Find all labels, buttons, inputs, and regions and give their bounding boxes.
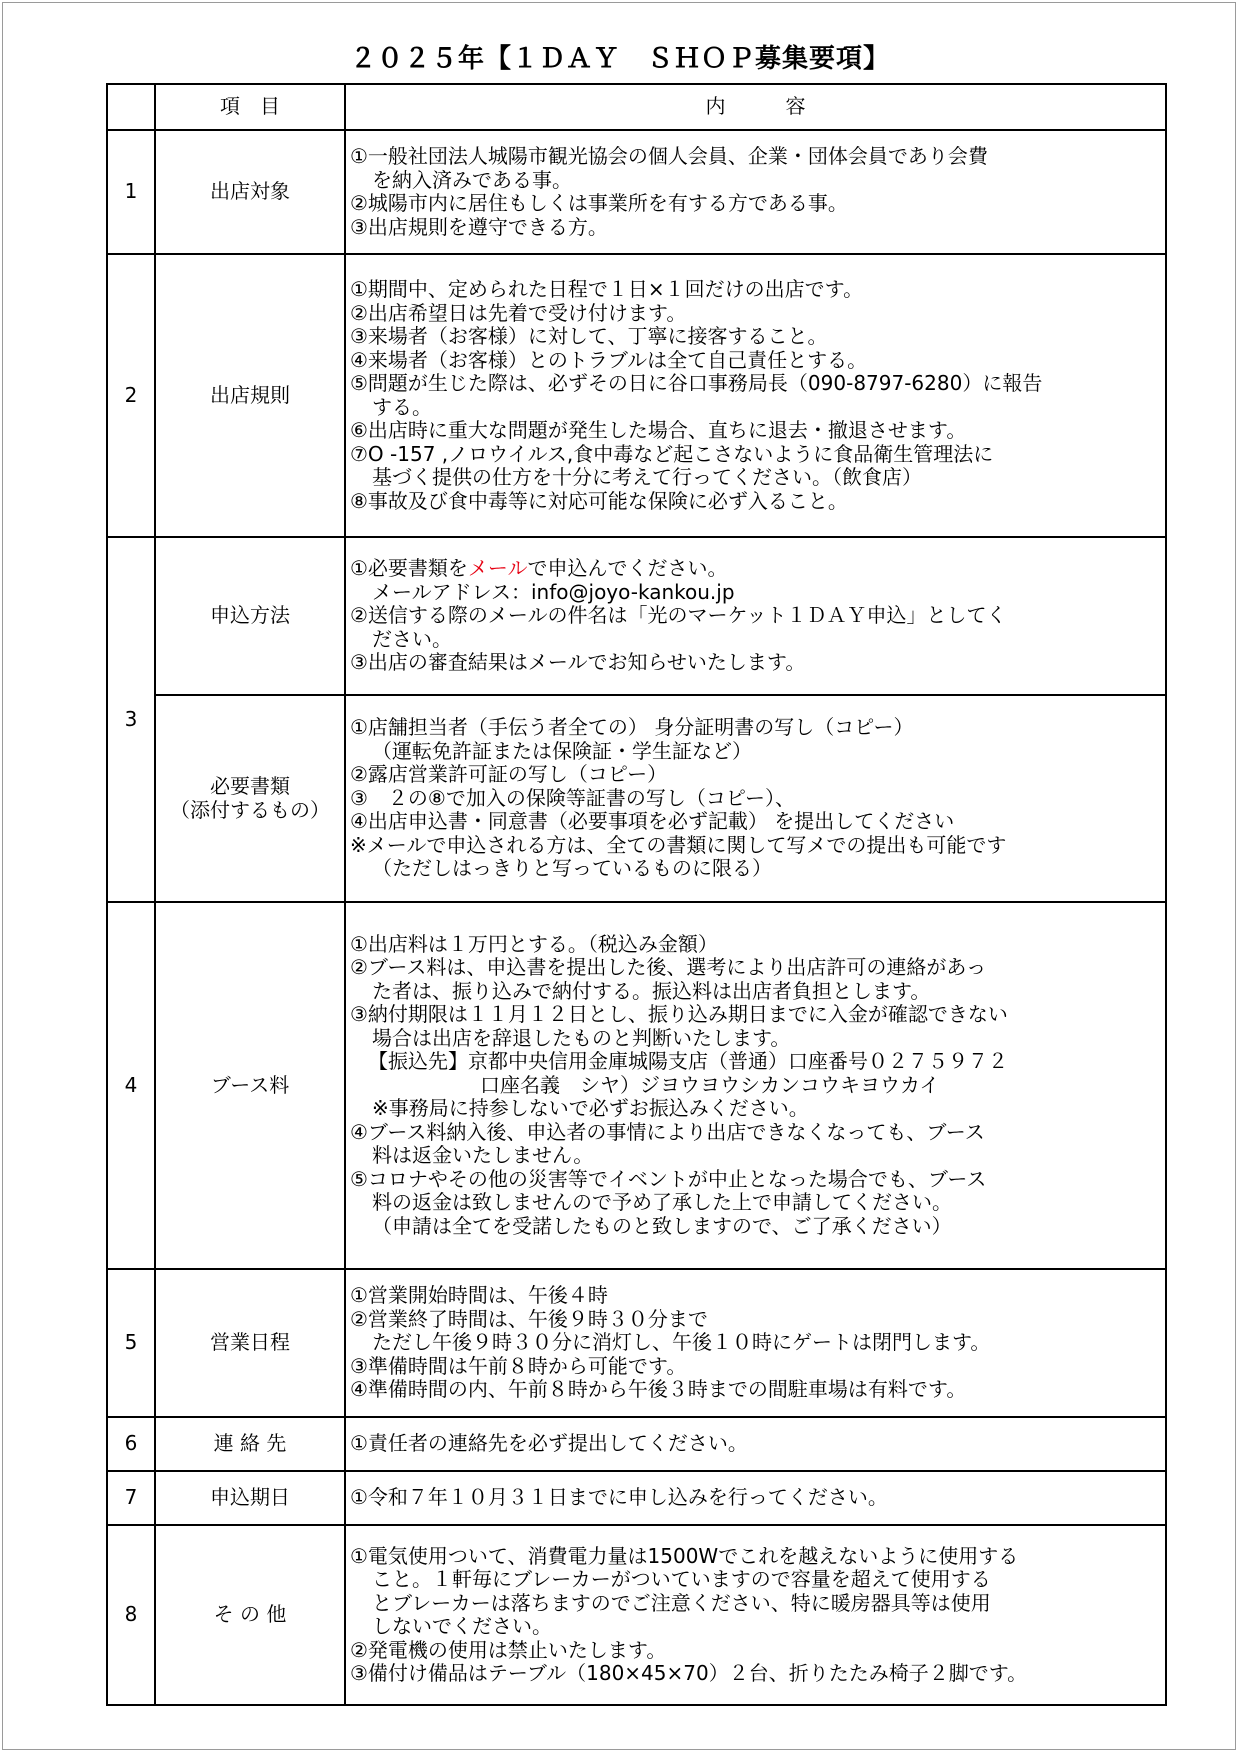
content-line: とブレーカーは落ちますのでご注意ください、特に暖房器具等は使用: [372, 1590, 991, 1615]
row-content: [345, 1417, 1166, 1471]
table-row: [107, 695, 1166, 902]
row-item: [155, 695, 345, 902]
content-line: ③来場者（お客様）に対して、丁寧に接客すること。: [350, 324, 828, 348]
content-line: ①出店料は１万円とする。（税込み金額）: [350, 931, 718, 956]
row-item: ブース料: [155, 902, 345, 1269]
table-row: [107, 537, 1166, 695]
content-line: ①責任者の連絡先を必ず提出してください。: [350, 1431, 748, 1456]
content-line: ※メールで申込される方は、全ての書類に関して写メでの提出も可能です: [350, 832, 1007, 857]
content-line: （申請は全てを受諾したものと致しますので、ご了承ください）: [372, 1213, 952, 1238]
content-line: ⑤問題が生じた際は、必ずその日に谷口事務局長（090-8797-6280）に報告: [350, 371, 1043, 395]
content-line: ③準備時間は午前８時から可能です。: [350, 1353, 687, 1378]
content-line: ②ブース料は、申込書を提出した後、選考により出店許可の連絡があっ: [350, 955, 987, 980]
row-content: [345, 537, 1166, 695]
header-number-cell: [107, 84, 155, 130]
table-row: [107, 902, 1166, 1269]
row-item: 出店規則: [155, 254, 345, 537]
content-line: ③備付け備品はテーブル（180×45×70）２台、折りたたみ椅子２脚です。: [350, 1661, 1028, 1685]
table-row: [107, 1471, 1166, 1525]
content-line: こと。１軒毎にブレーカーがついていますので容量を超えて使用する: [372, 1567, 991, 1591]
content-line: ⑦O -157 ,ノロウイルス,食中毒など起こさないように食品衛生管理法に: [350, 441, 994, 466]
content-line: ※事務局に持参しないで必ずお振込みください。: [372, 1096, 809, 1121]
table-row: [107, 1269, 1166, 1417]
content-line: 基づく提供の仕方を十分に考えて行ってください。（飲食店）: [372, 465, 922, 489]
row-number: 1: [107, 130, 155, 254]
table-row: [107, 254, 1166, 537]
row-item: そ の 他: [155, 1525, 345, 1705]
content-line: た者は、振り込みで納付する。振込料は出店者負担とします。: [372, 978, 931, 1003]
content-line: する。: [372, 394, 432, 419]
content-line: を納入済みである事。: [372, 167, 572, 192]
row-item: 申込方法: [155, 537, 345, 695]
content-line: ①期間中、定められた日程で１日×１回だけの出店です。: [350, 277, 864, 301]
content-line: ④ブース料納入後、申込者の事情により出店できなくなっても、ブース: [350, 1119, 985, 1144]
content-line: ②出店希望日は先着で受け付けます。: [350, 300, 687, 325]
header-item: 項 目: [155, 84, 345, 130]
content-line: ⑤コロナやその他の災害等でイベントが中止となった場合でも、ブース: [350, 1166, 987, 1191]
content-line: ①店舗担当者（手伝う者全ての） 身分証明書の写し（コピー）: [350, 715, 914, 740]
content-line: [350, 557, 1159, 581]
bank-transfer-line: 【振込先】京都中央信用金庫城陽支店（普通）口座番号０２７５９７２: [368, 1049, 1008, 1074]
content-line: ただし午後９時３０分に消灯し、午後１０時にゲートは閉門します。: [372, 1330, 991, 1355]
content-line: 料は返金いたしません。: [372, 1143, 594, 1168]
row-content: [345, 1471, 1166, 1525]
content-line: 場合は出店を辞退したものと判断いたします。: [372, 1025, 791, 1050]
row-number: 8: [107, 1525, 155, 1705]
content-line: ①電気使用ついて、消費電力量は1500Wでこれを越えないように使用する: [350, 1543, 1019, 1568]
content-line: ②送信する際のメールの件名は「光のマーケット１ＤＡＹ申込」としてく: [350, 603, 1007, 628]
content-line: ②営業終了時間は、午後９時３０分まで: [350, 1306, 708, 1331]
item-line: 必要書類: [210, 774, 290, 798]
row-number: 3: [107, 537, 155, 902]
content-line: ④出店申込書・同意書（必要事項を必ず記載） を提出してください: [350, 809, 955, 834]
content-line: しないでください。: [372, 1614, 552, 1638]
content-line: ⑥出店時に重大な問題が発生した場合、直ちに退去・撤退させます。: [350, 418, 967, 442]
row-content: [345, 254, 1166, 537]
table-row: [107, 1525, 1166, 1705]
row-content: [345, 1269, 1166, 1417]
row-item: 連 絡 先: [155, 1417, 345, 1471]
row-content: [345, 1525, 1166, 1705]
content-line: ①令和７年１０月３１日までに申し込みを行ってください。: [350, 1485, 888, 1510]
content-line: （ただしはっきりと写っているものに限る）: [372, 856, 772, 881]
row-content: [345, 695, 1166, 902]
row-content: [345, 130, 1166, 254]
content-line: ①一般社団法人城陽市観光協会の個人会員、企業・団体会員であり会費: [350, 144, 988, 168]
content-line: ださい。: [372, 626, 452, 651]
content-line: 料の返金は致しませんので予め了承した上で申請してください。: [372, 1190, 952, 1215]
requirements-table: [106, 83, 1167, 1706]
row-content: [345, 902, 1166, 1269]
content-line: ③出店規則を遵守できる方。: [350, 214, 608, 239]
email-highlight: メール: [467, 556, 528, 581]
row-number: 2: [107, 254, 155, 537]
content-line: ②発電機の使用は禁止いたします。: [350, 1637, 667, 1662]
content-line: ⑧事故及び食中毒等に対応可能な保険に必ず入ること。: [350, 488, 848, 513]
content-line: ②城陽市内に居住もしくは事業所を有する方である事。: [350, 191, 848, 215]
row-item: 営業日程: [155, 1269, 345, 1417]
row-number: 4: [107, 902, 155, 1269]
page-title: ２０２５年【１ＤＡＹ ＳＨＯＰ募集要項】: [349, 44, 890, 74]
content-line: ③ ２の⑧で加入の保険等証書の写し（コピー）、: [350, 785, 796, 810]
table-row: [107, 1417, 1166, 1471]
content-line: ③出店の審査結果はメールでお知らせいたします。: [350, 650, 806, 675]
table-row: [107, 130, 1166, 254]
content-text: で申込んでください。: [527, 556, 728, 581]
content-line: ②露店営業許可証の写し（コピー）: [350, 762, 668, 787]
row-item: 申込期日: [155, 1471, 345, 1525]
account-name-line: 口座名義 シヤ）ジヨウヨウシカンコウキヨウカイ: [480, 1072, 940, 1097]
content-line: ④準備時間の内、午前８時から午後３時までの間駐車場は有料です。: [350, 1377, 967, 1402]
item-line: （添付するもの）: [170, 797, 330, 822]
row-item: 出店対象: [155, 130, 345, 254]
row-number: 6: [107, 1417, 155, 1471]
row-number: 7: [107, 1471, 155, 1525]
content-line: ③納付期限は１１月１２日とし、振り込み期日までに入金が確認できない: [350, 1002, 1008, 1027]
table-header-row: [107, 84, 1166, 130]
content-line: （運転免許証または保険証・学生証など）: [372, 738, 752, 763]
row-number: 5: [107, 1269, 155, 1417]
email-address: メールアドレス：info@joyo-kankou.jp: [372, 579, 735, 604]
content-line: ④来場者（お客様）とのトラブルは全て自己責任とする。: [350, 347, 868, 372]
content-line: ①営業開始時間は、午後４時: [350, 1283, 608, 1308]
header-content: 内 容: [345, 84, 1166, 130]
content-text: ①必要書類を: [350, 556, 468, 581]
